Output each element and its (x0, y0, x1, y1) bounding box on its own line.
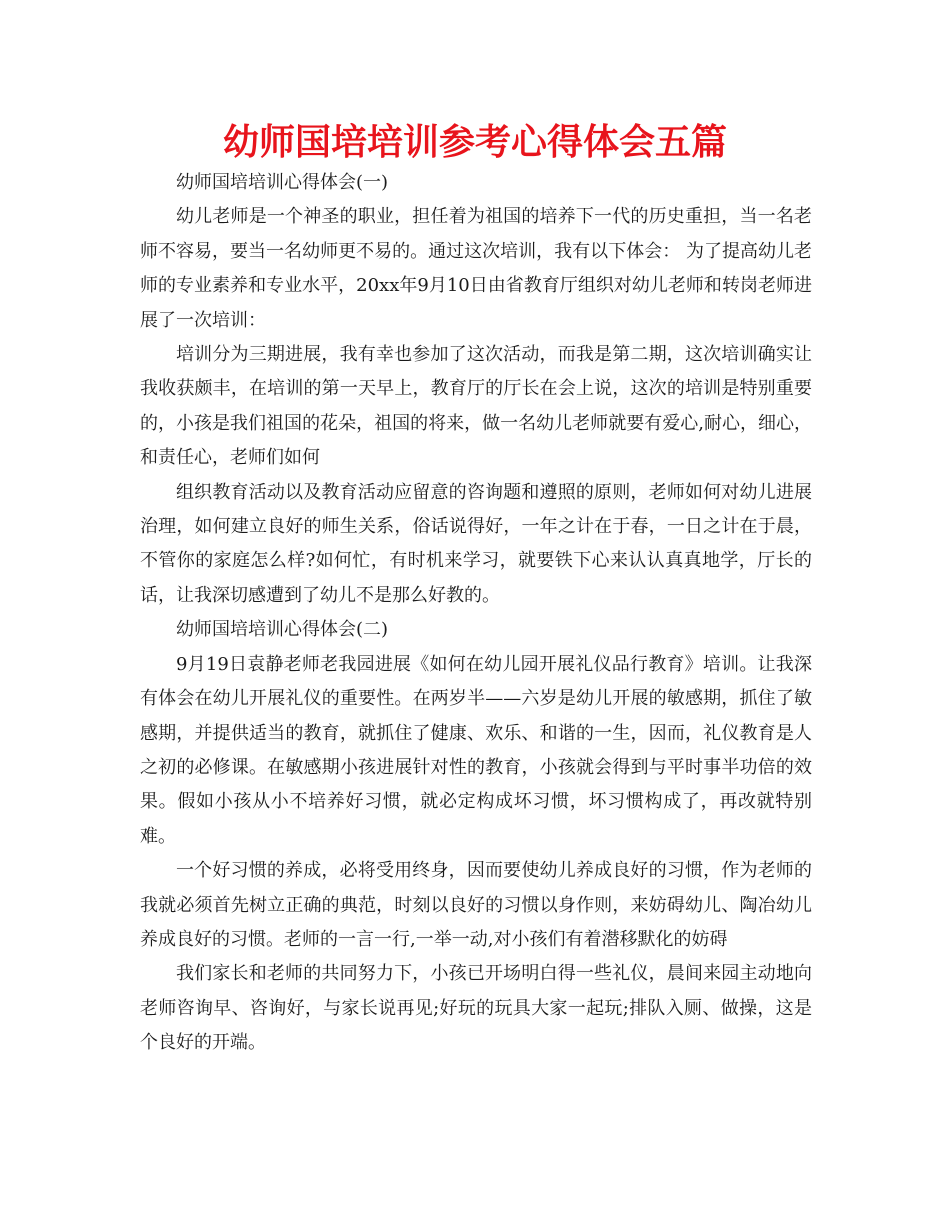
paragraph: 幼儿老师是一个神圣的职业，担任着为祖国的培养下一代的历史重担，当一名老师不容易，要当一名幼师更不易的。通过这次培训，我有以下体会： 为了提高幼儿老师的专业素养和专业水平，20xx年9月10日由省教育厅组织对幼儿老师和转岗老师进展了一次培训： (140, 206, 812, 331)
paragraph: 我们家长和老师的共同努力下，小孩已开场明白得一些礼仪，晨间来园主动地向老师咨询早、咨询好，与家长说再见;好玩的玩具大家一起玩;排队入厕、做操，这是个良好的开端。 (140, 963, 812, 1054)
section-heading-2: 幼师国培培训心得体会(二) (176, 619, 389, 641)
paragraph: 培训分为三期进展，我有幸也参加了这次活动，而我是第二期，这次培训确实让我收获颇丰，在培训的第一天早上，教育厅的厅长在会上说，这次的培训是特别重要的，小孩是我们祖国的花朵，祖国的将来，做一名幼儿老师就要有爱心,耐心，细心，和责任心，老师们如何 (140, 344, 812, 469)
section-heading-1: 幼师国培培训心得体会(一) (176, 172, 389, 193)
paragraph: 9月19日袁静老师老我园进展《如何在幼儿园开展礼仪品行教育》培训。让我深有体会在幼儿开展礼仪的重要性。在两岁半——六岁是幼儿开展的敏感期，抓住了敏感期，并提供适当的教育，就抓住了健康、欢乐、和谐的一生，因而，礼仪教育是人之初的必修课。在敏感期小孩进展针对性的教育，小孩就会得到与平时事半功倍的效果。假如小孩从小不培养好习惯，就必定构成坏习惯，坏习惯构成了，再改就特别难。 (140, 653, 812, 847)
document-title: 幼师国培培训参考心得体会五篇 (222, 122, 727, 163)
paragraph: 组织教育活动以及教育活动应留意的咨询题和遵照的原则，老师如何对幼儿进展治理，如何建立良好的师生关系，俗话说得好，一年之计在于春，一日之计在于晨，不管你的家庭怎么样?如何忙，有时机来学习，就要铁下心来认认真真地学，厅长的话，让我深切感遭到了幼儿不是那么好教的。 (140, 481, 812, 606)
paragraph: 一个好习惯的养成，必将受用终身，因而要使幼儿养成良好的习惯，作为老师的我就必须首先树立正确的典范，时刻以良好的习惯以身作则，来妨碍幼儿、陶冶幼儿养成良好的习惯。老师的一言一行,一举一动,对小孩们有着潜移默化的妨碍 (140, 860, 812, 950)
document-body (140, 166, 812, 1061)
